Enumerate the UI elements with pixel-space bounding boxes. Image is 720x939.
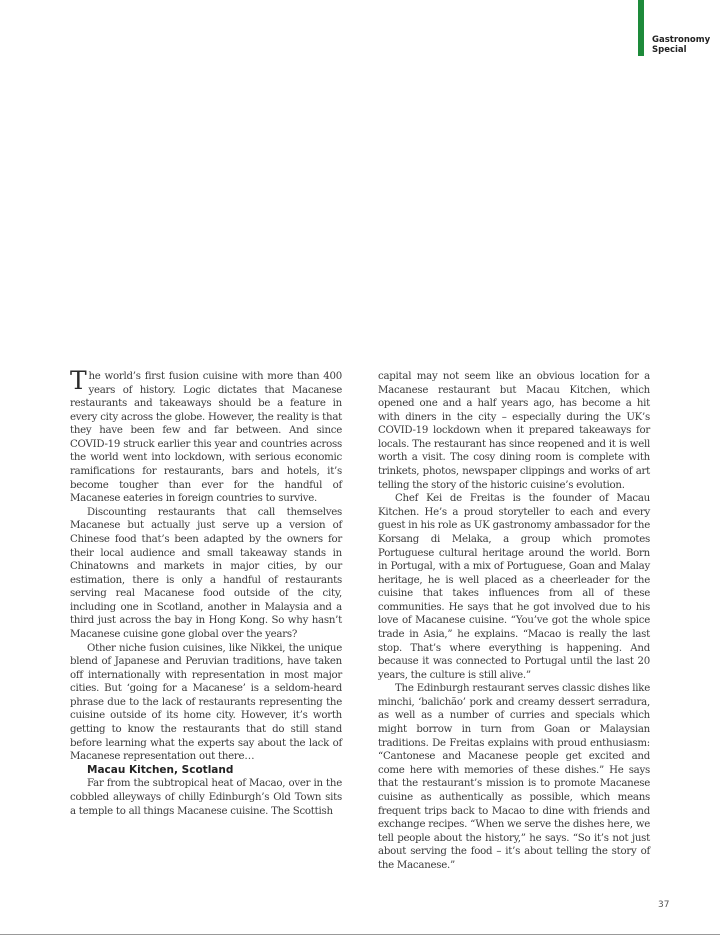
article-column-right xyxy=(378,370,650,872)
section-tag-line1: Gastronomy xyxy=(652,35,711,45)
article-column-left xyxy=(70,366,342,818)
bottom-divider xyxy=(0,934,720,935)
paragraph: Discounting restaurants that call themselves Macanese but actually just serve up a version of Chinese food that’s been adapted by the owners for their local audience and small takeaway stands in Chinatowns and markets in major cities, by our estimation, there is only a handful of restaurants serving real Macanese food outside of the city, including one in Scotland, another in Malaysia and a third just across the bay in Hong Kong. So why hasn’t Macanese cuisine gone global over the years? xyxy=(70,506,342,640)
drop-cap: T xyxy=(70,366,87,395)
paragraph: The Edinburgh restaurant serves classic dishes like minchi, ‘balichão’ pork and creamy dessert serradura, as well as a number of curries and specials which might borrow in turn from Goan or Malaysian traditions. De Freitas explains with proud enthusiasm: “Cantonese and Macanese people get excited and come here with memories of these dishes.” He says that the restaurant’s mission is to promote Macanese cuisine as authentically as possible, which means frequent trips back to Macao to dine with friends and exchange recipes. “When we serve the dishes here, we tell people about the history,” he says. “So it’s not just about serving the food – it’s about telling the story of the Macanese.” xyxy=(378,683,650,871)
paragraph: Chef Kei de Freitas is the founder of Macau Kitchen. He’s a proud storyteller to each and every guest in his role as UK gastronomy ambassador for the Korsang di Melaka, a group which promotes Portuguese cultural heritage around the world. Born in Portugal, with a mix of Portuguese, Goan and Malay heritage, he is well placed as a cheerleader for the cuisine that takes influences from all of these communities. He says that he got involved due to his love of Macanese cuisine. “You’ve got the whole spice trade in Asia,” he explains. “Macao is really the last stop. That’s where everything is happening. And because it was connected to Portugal until the last 20 years, the culture is still alive.” xyxy=(378,493,650,681)
section-color-bar xyxy=(638,0,644,56)
paragraph: Far from the subtropical heat of Macao, over in the cobbled alleyways of chilly Edinburgh’s Old Town sits a temple to all things Macanese cuisine. The Scottish xyxy=(70,778,342,817)
section-subhead: Macau Kitchen, Scotland xyxy=(87,763,234,776)
section-tag xyxy=(652,35,710,55)
paragraph: capital may not seem like an obvious location for a Macanese restaurant but Macau Kitchen, which opened one and a half years ago, has become a hit with diners in the city – especially during the UK’s COVID-19 lockdown when it prepared takeaways for locals. The restaurant has since reopened and it is well worth a visit. The cosy dining room is complete with trinkets, photos, newspaper clippings and works of art telling the story of the historic cuisine’s evolution. xyxy=(378,371,650,491)
paragraph: Other niche fusion cuisines, like Nikkei, the unique blend of Japanese and Peruvian traditions, have taken off internationally with representation in most major cities. But ‘going for a Macanese’ is a seldom-heard phrase due to the lack of restaurants representing the cuisine outside of its home city. However, it’s worth getting to know the restaurants that do still stand before learning what the experts say about the lack of Macanese representation out there… xyxy=(70,642,342,763)
section-tag-line2: Special xyxy=(652,45,687,55)
paragraph-intro-text: he world’s first fusion cuisine with more than 400 years of history. Logic dictates that Macanese restaurants and takeaways should be a feature in every city across the globe. However, the reality is that they have been few and far between. And since COVID-19 struck earlier this year and countries across the world went into lockdown, with serious economic ramifications for restaurants, bars and hotels, it’s become tougher than ever for the handful of Macanese eateries in foreign countries to survive. xyxy=(70,371,342,505)
page-number: 37 xyxy=(658,900,670,910)
paragraph-intro xyxy=(70,366,342,506)
